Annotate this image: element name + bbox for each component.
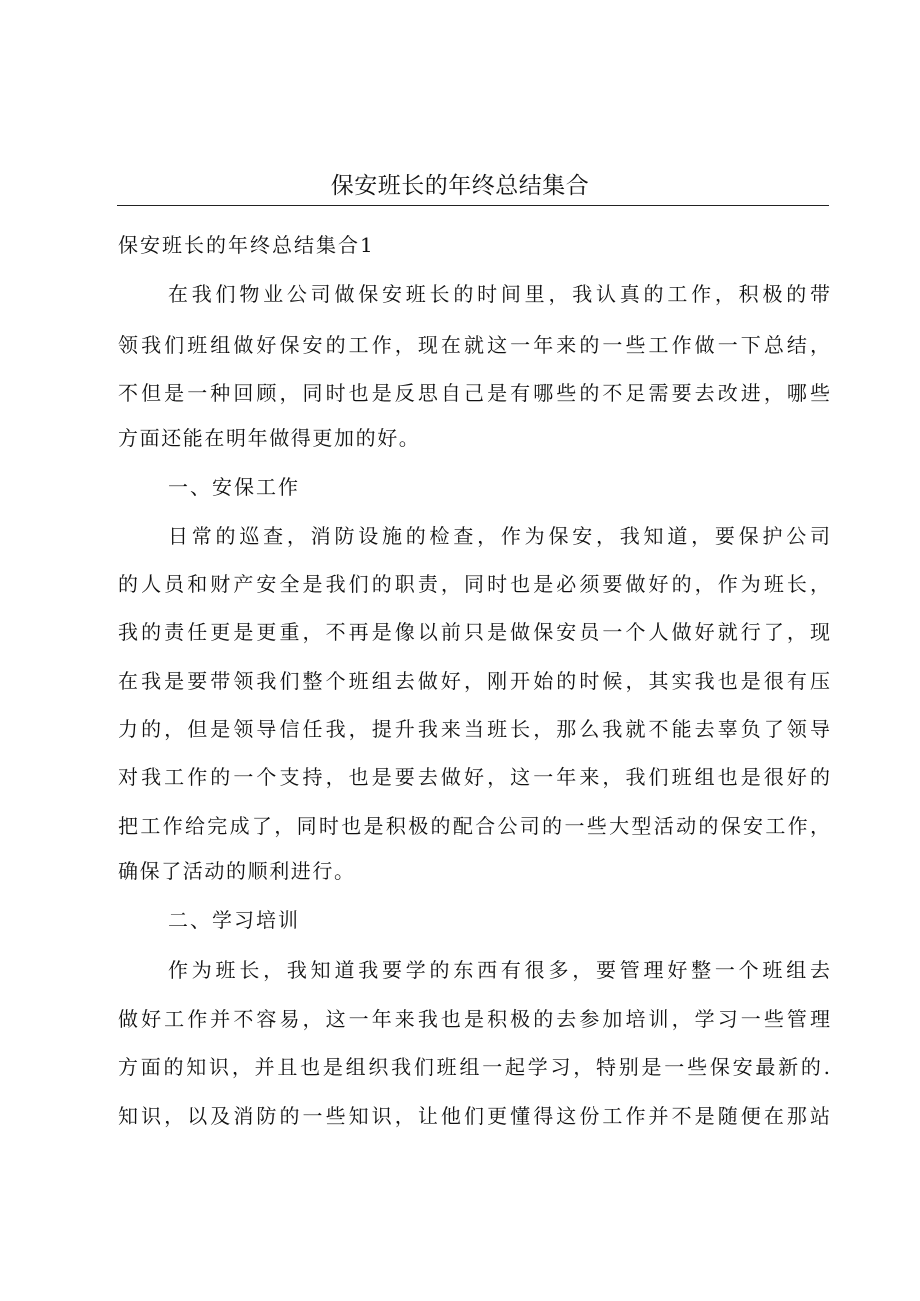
paragraph-line: 在我是要带领我们整个班组去做好，刚开始的时候，其实我也是很有压: [118, 669, 830, 693]
paragraph-line: 作为班长，我知道我要学的东西有很多，要管理好整一个班组去: [168, 958, 830, 982]
paragraph-line: 不但是一种回顾，同时也是反思自己是有哪些的不足需要去改进，哪些: [118, 381, 830, 405]
paragraph-line: 的人员和财产安全是我们的职责，同时也是必须要做好的，作为班长，: [118, 572, 830, 596]
paragraph-line: 我的责任更是更重，不再是像以前只是做保安员一个人做好就行了，现: [118, 620, 830, 644]
paragraph-line: 对我工作的一个支持，也是要去做好，这一年来，我们班组也是很好的: [118, 765, 830, 789]
paragraph-line: 方面还能在明年做得更加的好。: [118, 426, 421, 450]
paragraph-line: 领我们班组做好保安的工作，现在就这一年来的一些工作做一下总结，: [118, 333, 830, 357]
section-title: 保安班长的年终总结集合1: [118, 233, 375, 257]
paragraph-line: 日常的巡查，消防设施的检查，作为保安，我知道，要保护公司: [168, 524, 830, 548]
subheading-security-work: 一、安保工作: [168, 475, 300, 499]
paragraph-line: 在我们物业公司做保安班长的时间里，我认真的工作，积极的带: [168, 282, 830, 306]
paragraph-line: 方面的知识，并且也是组织我们班组一起学习，特别是一些保安最新的.: [118, 1055, 830, 1079]
document-title: 保安班长的年终总结集合: [330, 173, 590, 199]
paragraph-line: 把工作给完成了，同时也是积极的配合公司的一些大型活动的保安工作，: [118, 814, 830, 838]
paragraph-line: 做好工作并不容易，这一年来我也是积极的去参加培训，学习一些管理: [118, 1007, 830, 1031]
paragraph-line: 知识，以及消防的一些知识，让他们更懂得这份工作并不是随便在那站: [118, 1104, 830, 1128]
paragraph-line: 力的，但是领导信任我，提升我来当班长，那么我就不能去辜负了领导: [118, 717, 830, 741]
paragraph-line: 确保了活动的顺利进行。: [118, 859, 356, 883]
subheading-training: 二、学习培训: [168, 908, 300, 932]
title-underline: [117, 205, 829, 206]
